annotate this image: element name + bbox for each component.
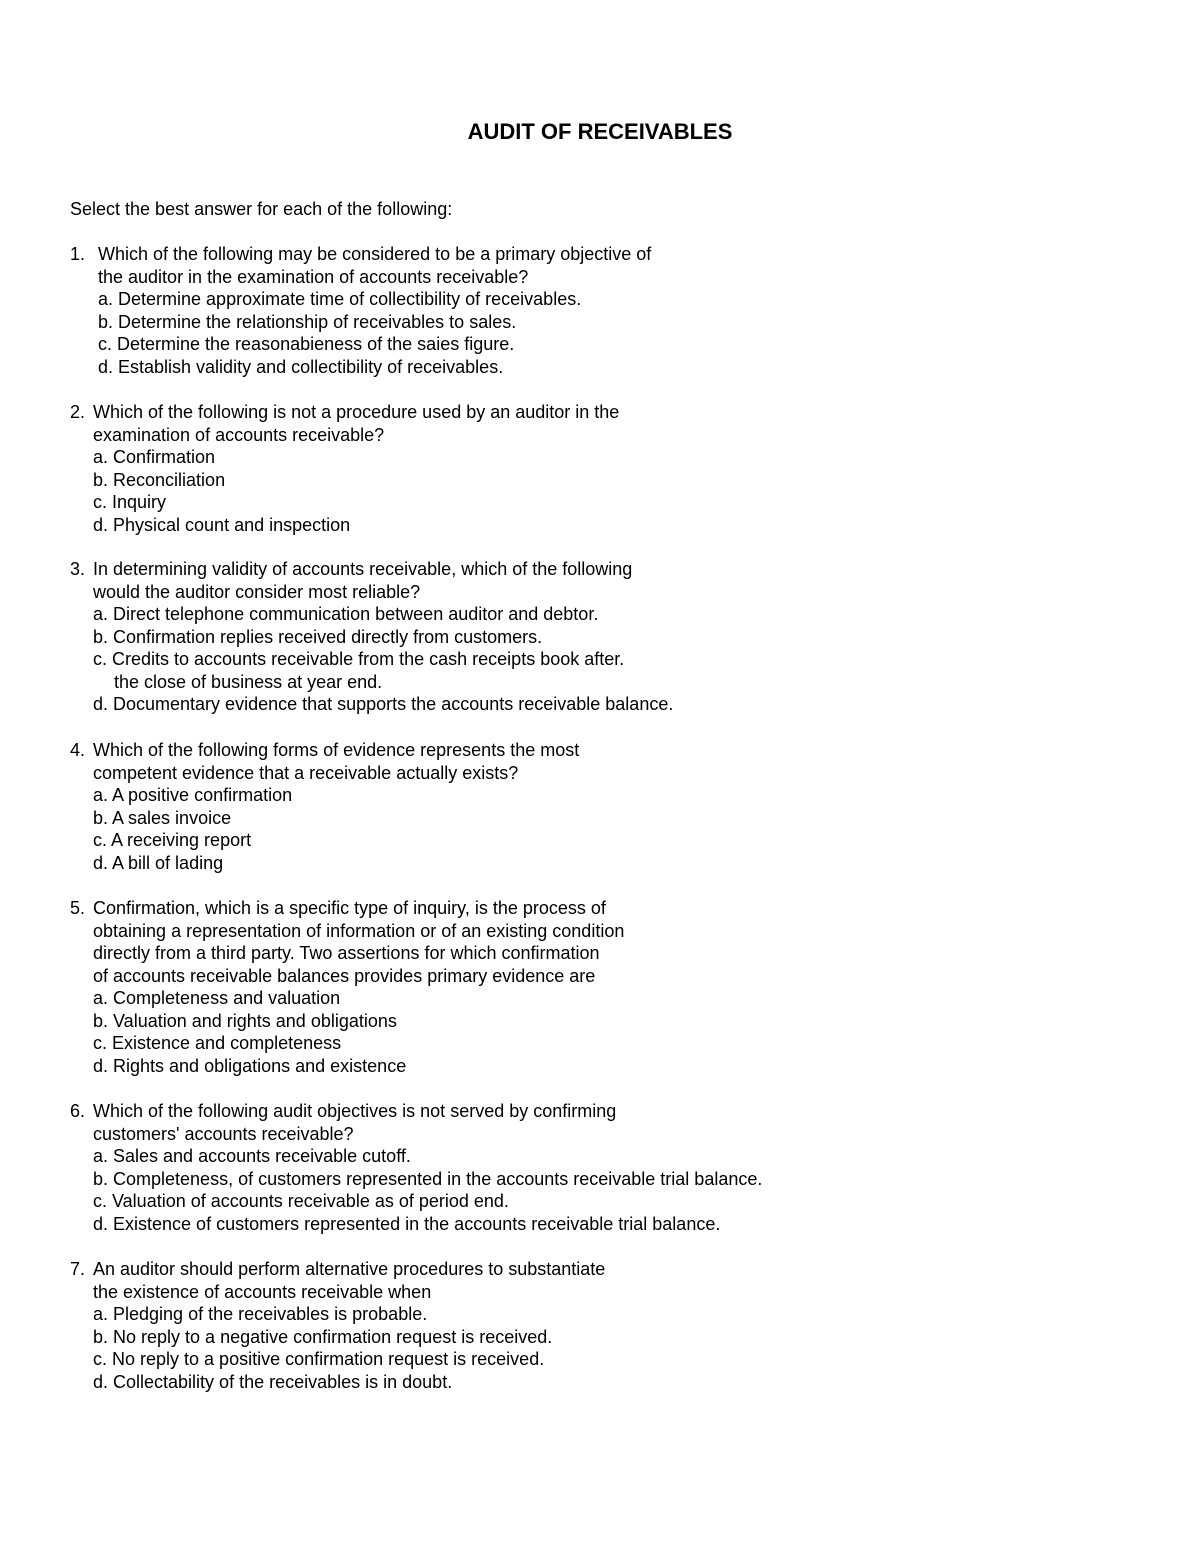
question-number: 3.	[70, 559, 86, 579]
question-3	[70, 558, 673, 716]
question-stem-line: obtaining a representation of information or of an existing condition	[93, 920, 625, 941]
answer-option-c: c. Valuation of accounts receivable as of period end.	[93, 1191, 509, 1211]
answer-option-d: d. Establish validity and collectibility of receivables.	[98, 356, 504, 377]
answer-option-a: a. Confirmation	[93, 447, 216, 467]
answer-option-c-continuation: the close of business at year end.	[114, 671, 383, 692]
answer-option-a: a. Direct telephone communication between auditor and debtor.	[93, 604, 599, 624]
answer-option-d: d. Existence of customers represented in the accounts receivable trial balance.	[93, 1213, 721, 1234]
answer-option-c: c. No reply to a positive confirmation request is received.	[93, 1349, 545, 1369]
question-6	[70, 1100, 762, 1235]
answer-option-c: c. Determine the reasonabieness of the saies figure.	[98, 334, 515, 354]
question-stem-line: Which of the following may be considered to be a primary objective of	[98, 244, 652, 264]
answer-option-d: d. Rights and obligations and existence	[93, 1055, 407, 1076]
answer-option-c: c. Inquiry	[93, 492, 167, 512]
document-title: AUDIT OF RECEIVABLES	[467, 119, 733, 144]
question-stem-line: In determining validity of accounts receivable, which of the following	[93, 559, 633, 579]
answer-option-d: d. A bill of lading	[93, 852, 224, 873]
question-stem-line: Which of the following audit objectives is not served by confirming	[93, 1101, 617, 1121]
question-stem-line: Which of the following forms of evidence represents the most	[93, 740, 580, 760]
question-number: 7.	[70, 1259, 86, 1279]
instructions-text: Select the best answer for each of the following:	[70, 199, 453, 219]
question-stem-line: of accounts receivable balances provides primary evidence are	[93, 965, 596, 986]
question-4	[70, 739, 579, 874]
answer-option-d: d. Documentary evidence that supports the accounts receivable balance.	[93, 694, 674, 714]
question-number: 2.	[70, 402, 86, 422]
answer-option-b: b. No reply to a negative confirmation request is received.	[93, 1326, 553, 1347]
question-number: 1.	[70, 244, 86, 264]
question-number: 4.	[70, 740, 86, 760]
question-1	[70, 243, 651, 378]
question-number: 6.	[70, 1101, 86, 1121]
question-stem-line: examination of accounts receivable?	[93, 424, 385, 445]
answer-option-a: a. Sales and accounts receivable cutoff.	[93, 1146, 411, 1166]
answer-option-a: a. Pledging of the receivables is probable.	[93, 1304, 428, 1324]
question-stem-line: the auditor in the examination of accounts receivable?	[98, 266, 529, 287]
answer-option-b: b. Reconciliation	[93, 469, 226, 490]
question-stem-line: Confirmation, which is a specific type of inquiry, is the process of	[93, 898, 606, 918]
question-stem-line: An auditor should perform alternative procedures to substantiate	[93, 1259, 606, 1279]
question-stem-line: Which of the following is not a procedure used by an auditor in the	[93, 402, 620, 422]
question-7	[70, 1258, 605, 1393]
answer-option-b: b. Completeness, of customers represented in the accounts receivable trial balance.	[93, 1168, 763, 1189]
question-number: 5.	[70, 898, 86, 918]
answer-option-d: d. Physical count and inspection	[93, 514, 351, 535]
question-stem-line: would the auditor consider most reliable?	[93, 581, 421, 602]
answer-option-a: a. A positive confirmation	[93, 785, 293, 805]
answer-option-a: a. Determine approximate time of collectibility of receivables.	[98, 289, 582, 309]
question-stem-line: the existence of accounts receivable when	[93, 1281, 432, 1302]
question-stem-line: competent evidence that a receivable actually exists?	[93, 762, 519, 783]
answer-option-b: b. Valuation and rights and obligations	[93, 1010, 397, 1031]
answer-option-a: a. Completeness and valuation	[93, 988, 341, 1008]
answer-option-b: b. A sales invoice	[93, 807, 232, 828]
answer-option-c: c. Existence and completeness	[93, 1033, 342, 1053]
question-stem-line: customers' accounts receivable?	[93, 1123, 354, 1144]
question-2	[70, 401, 619, 536]
answer-option-c: c. Credits to accounts receivable from the cash receipts book after.	[93, 649, 625, 669]
answer-option-b: b. Confirmation replies received directly from customers.	[93, 626, 543, 647]
answer-option-b: b. Determine the relationship of receivables to sales.	[98, 311, 517, 332]
answer-option-d: d. Collectability of the receivables is in doubt.	[93, 1371, 453, 1392]
answer-option-c: c. A receiving report	[93, 830, 252, 850]
question-stem-line: directly from a third party. Two assertions for which confirmation	[93, 943, 600, 963]
question-5	[70, 897, 624, 1077]
